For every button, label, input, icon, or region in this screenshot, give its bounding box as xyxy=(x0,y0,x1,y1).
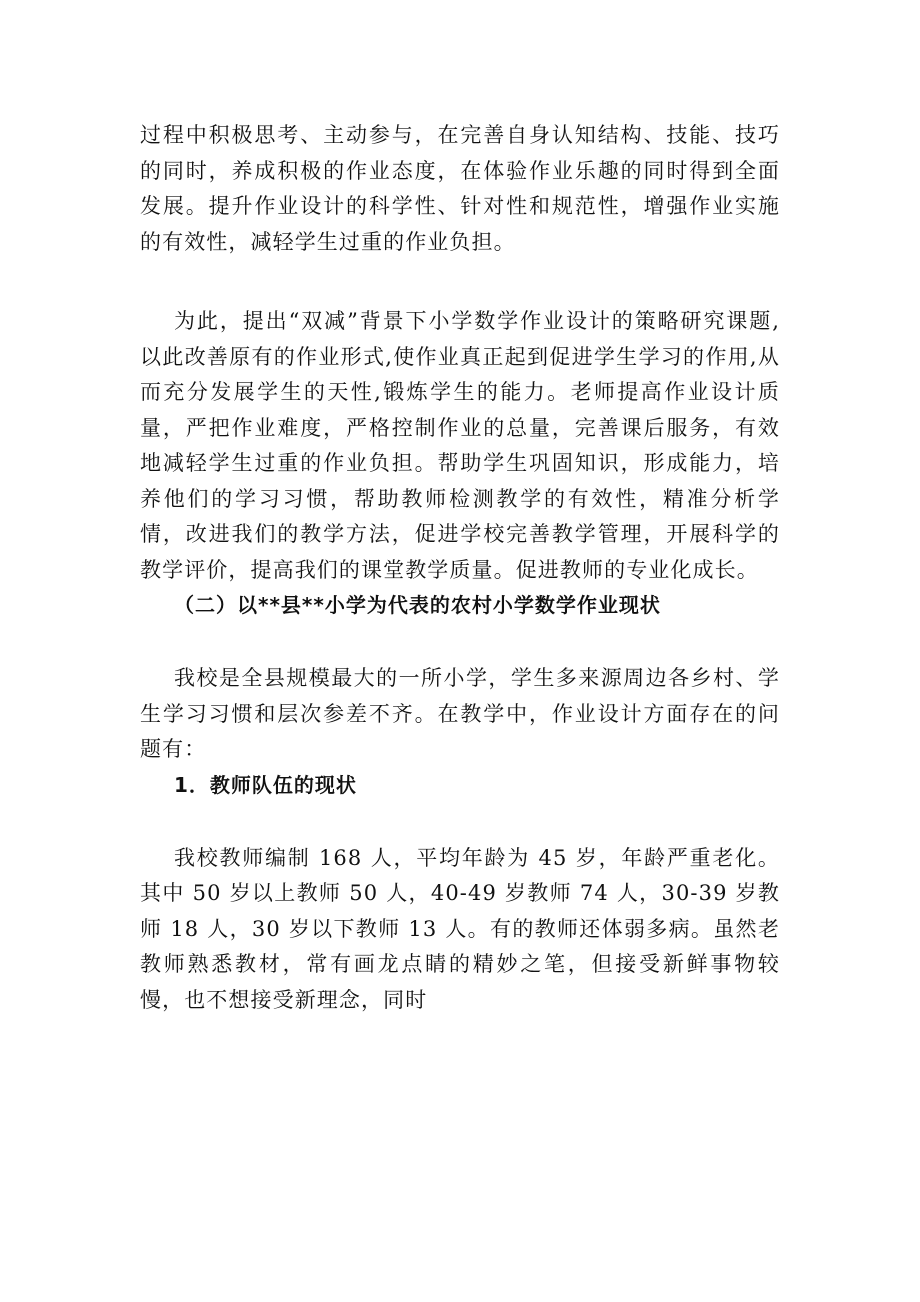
paragraph-school-status: 我校是全县规模最大的一所小学，学生多来源周边各乡村、学生学习习惯和层次参差不齐。在教学中，作业设计方面存在的问题有： xyxy=(140,666,780,761)
document-page xyxy=(140,118,780,1018)
paragraph-continued: 过程中积极思考、主动参与，在完善自身认知结构、技能、技巧的同时，养成积极的作业态度，在体验作业乐趣的同时得到全面发展。提升作业设计的科学性、针对性和规范性，增强作业实施的有效性，减轻学生过重的作业负担。 xyxy=(140,123,780,254)
paragraph-research-topic: 为此，提出“双减”背景下小学数学作业设计的策略研究课题,以此改善原有的作业形式,使作业真正起到促进学生学习的作用,从而充分发展学生的天性,锻炼学生的能力。老师提高作业设计质量，严把作业难度，严格控制作业的总量，完善课后服务，有效地减轻学生过重的作业负担。帮助学生巩固知识，形成能力，培养他们的学习习惯，帮助教师检测教学的有效性，精准分析学情，改进我们的教学方法，促进学校完善教学管理，开展科学的教学评价，提高我们的课堂教学质量。促进教师的专业化成长。 xyxy=(140,309,780,582)
paragraph-teacher-stats: 我校教师编制 168 人，平均年龄为 45 岁，年龄严重老化。其中 50 岁以上教师 50 人，40-49 岁教师 74 人，30-39 岁教师 18 人，30 岁以下教师 13 人。有的教师还体弱多病。虽然老教师熟悉教材，常有画龙点睛的精妙之笔，但接受新鲜事物较慢，也不想接受新理念，同时 xyxy=(140,845,780,1012)
section-heading: （二）以**县**小学为代表的农村小学数学作业现状 xyxy=(174,593,661,617)
subheading-teacher-team: 1．教师队伍的现状 xyxy=(174,772,357,797)
